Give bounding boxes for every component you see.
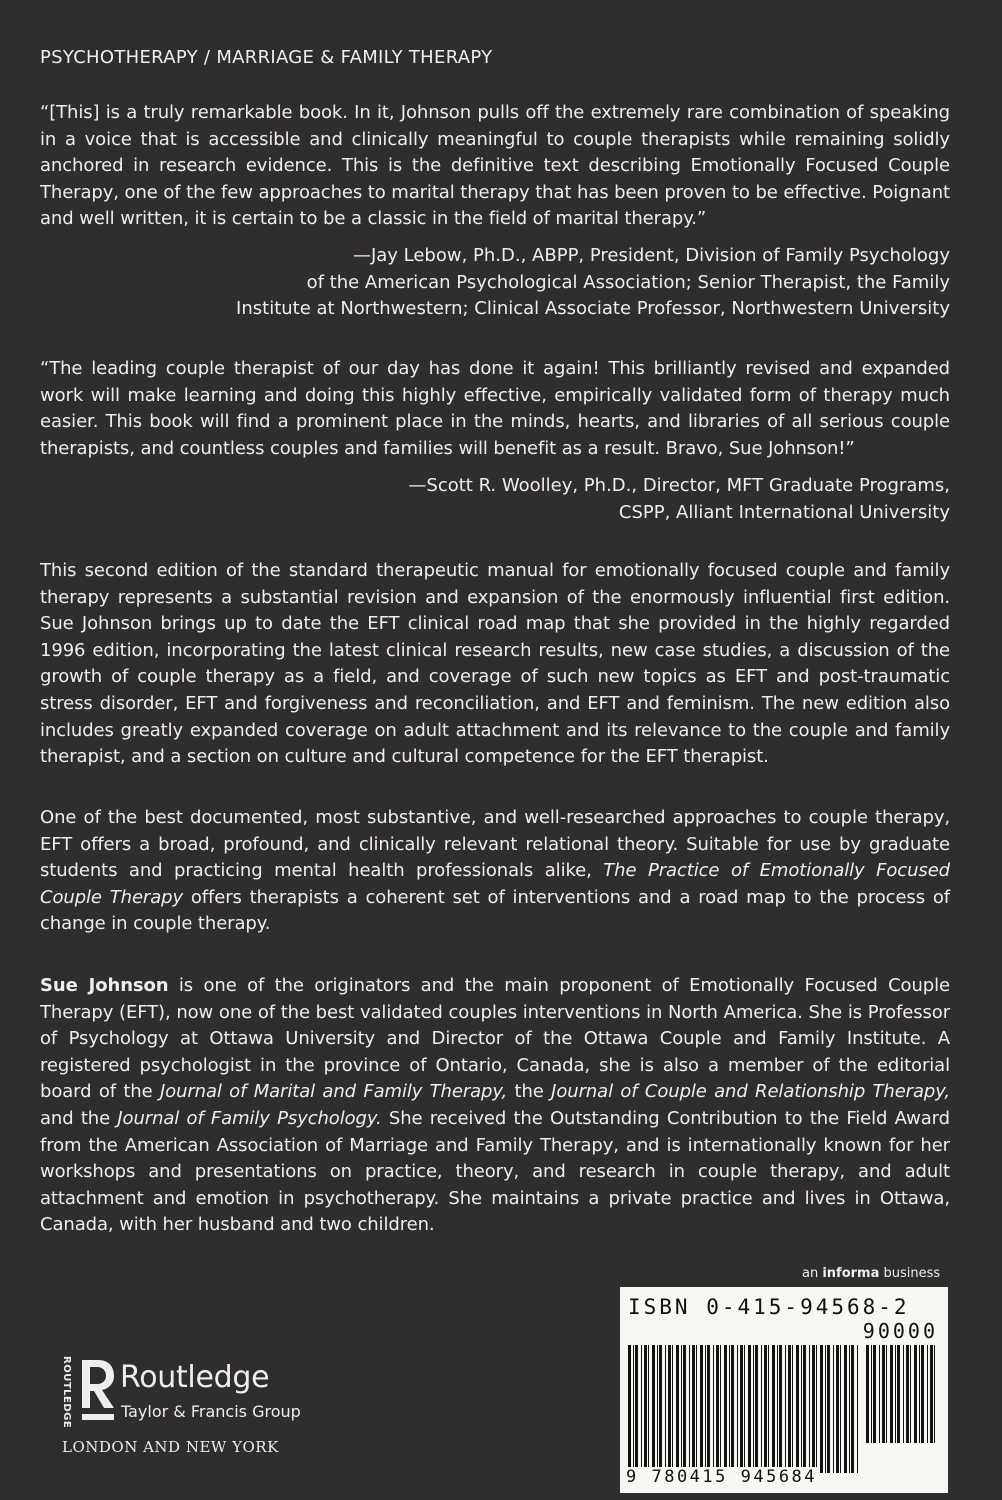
isbn-text: ISBN 0-415-94568-2: [628, 1295, 910, 1319]
barcode-bar: [713, 1345, 714, 1473]
attribution-line: —Jay Lebow, Ph.D., ABPP, President, Division of Family Psychology: [352, 245, 950, 266]
barcode-bar: [779, 1345, 782, 1473]
barcode-bar: [803, 1345, 806, 1473]
price-code: 90000: [862, 1319, 938, 1343]
barcode-bar: [809, 1345, 810, 1473]
barcode-bar: [777, 1345, 778, 1473]
barcode-bar: [648, 1345, 649, 1473]
publisher-group: Taylor & Francis Group: [121, 1402, 301, 1421]
barcode-bar: [895, 1345, 896, 1443]
barcode-panel: [620, 1287, 948, 1493]
barcode-bar: [930, 1345, 933, 1443]
barcode-bar: [873, 1345, 876, 1443]
barcode-bar: [665, 1345, 666, 1473]
barcode-bar: [659, 1345, 662, 1473]
barcode-bar: [748, 1345, 751, 1473]
barcode-bar: [796, 1345, 799, 1473]
barcode-bar: [764, 1345, 767, 1473]
summary-text: One of the best documented, most substantive, and well-researched approaches to couple therapy, EFT offers a broad, profound, and clinically relevant relational theory. Suitable for use by graduate students and practicing mental health professionals alike,: [40, 807, 950, 882]
barcode-bar: [827, 1345, 830, 1473]
barcode-bar: [844, 1345, 847, 1473]
journal-title: Journal of Couple and Relationship Therapy,: [551, 1081, 951, 1103]
attribution-line: Institute at Northwestern; Clinical Associate Professor, Northwestern University: [236, 298, 950, 320]
barcode-bar: [866, 1345, 869, 1443]
routledge-vertical-mark: ROUTLEDGE: [61, 1356, 72, 1429]
barcode-bar: [657, 1345, 658, 1473]
barcode-bar: [927, 1345, 928, 1443]
bio-text: the: [507, 1081, 552, 1103]
barcode-bar: [801, 1345, 802, 1473]
barcode-bar: [785, 1345, 786, 1473]
barcode-bar: [903, 1345, 904, 1443]
attribution-line: of the American Psychological Association; Senior Therapist, the Family: [306, 271, 950, 293]
barcode-bar: [737, 1345, 738, 1473]
ean-number: 9 780415 945684: [626, 1467, 818, 1487]
publisher-cities: LONDON AND NEW YORK: [62, 1438, 279, 1456]
journal-title: Journal of Family Psychology.: [117, 1107, 382, 1129]
publisher-logo: [58, 1356, 358, 1466]
barcode-bar: [833, 1345, 834, 1473]
barcode-bar: [731, 1345, 734, 1473]
barcode-bar: [836, 1345, 839, 1473]
routledge-r-icon: [78, 1358, 116, 1430]
quote-1: “[This] is a truly remarkable book. In it, Johnson pulls off the extremely rare combination of speaking in a voice that is accessible and clinically meaningful to couple therapists while remaining solidly anchored in research evidence. This is the definitive text describing Emotionally Focused Couple Therapy, one of the few approaches to marital therapy that has been proven to be effective. Poignant and well written, it is certain to be a classic in the field of marital therapy.”: [40, 102, 950, 230]
barcode-bar: [906, 1345, 909, 1443]
barcode-bar: [720, 1345, 721, 1473]
barcode-bar: [921, 1345, 924, 1443]
quote-1-attribution: [150, 243, 950, 323]
barcode-bar: [934, 1345, 935, 1443]
barcode-bar: [705, 1345, 706, 1473]
attribution-line: —Scott R. Woolley, Ph.D., Director, MFT Graduate Programs,: [408, 475, 950, 496]
barcode-bar: [886, 1345, 887, 1443]
barcode-bar: [652, 1345, 655, 1473]
bio-text: and the: [40, 1107, 118, 1129]
publisher-name: Routledge: [120, 1360, 270, 1395]
barcode-bar: [897, 1345, 900, 1443]
quote-2-attribution: [150, 473, 950, 526]
barcode-bar: [716, 1345, 719, 1473]
attribution-line: CSPP, Alliant International University: [618, 501, 950, 523]
author-bio: [40, 973, 950, 1239]
barcode-bar: [772, 1345, 775, 1473]
bio-text: She received the Outstanding Contribution to the Field Award from the American Association of Marriage and Family Therapy, and is internationally known for her workshops and presentations on practice, theory, and research in couple therapy, and adult attachment and emotion in psychotherapy. She maintains a private practice and lives in Ottawa, Canada, with her husband and two children.: [40, 1107, 950, 1236]
book-description: This second edition of the standard therapeutic manual for emotionally focused couple and family therapy represents a substantial revision and expansion of the enormously influential first edition. Sue Johnson brings up to date the EFT clinical road map that she provided in the highly regarded 1996 edition, incorporating the latest clinical research results, new case studies, a discussion of the growth of couple therapy as a field, and coverage of such new topics as EFT and post-traumatic stress disorder, EFT and forgiveness and reconciliation, and EFT and feminism. The new edition also includes greatly expanded coverage on adult attachment and its relevance to the couple and family therapist, and a section on culture and cultural competence for the EFT therapist.: [40, 560, 950, 768]
barcode-bar: [672, 1345, 673, 1473]
barcode-bar: [871, 1345, 872, 1443]
journal-title: Journal of Marital and Family Therapy,: [159, 1081, 508, 1103]
barcode-bar: [788, 1345, 791, 1473]
barcode-bar: [882, 1345, 885, 1443]
addon-barcode-bars: [866, 1345, 938, 1443]
barcode-bar: [628, 1345, 631, 1473]
barcode-bar: [851, 1345, 854, 1473]
barcode-bar: [755, 1345, 758, 1473]
summary-text: offers therapists a coherent set of interventions and a road map to the process of change in couple therapy.: [40, 886, 950, 935]
barcode-bar: [857, 1345, 858, 1473]
barcode-bar: [740, 1345, 743, 1473]
ean-barcode-bars: [628, 1345, 860, 1473]
barcode-bar: [753, 1345, 754, 1473]
bio-text: is one of the originators and the main proponent of Emotionally Focused Couple Therapy (EFT), now one of the best validated couples interventions in North America. She is Professor of Psychology at Ottawa University and Director of the Ottawa Couple and Family Institute. A registered psychologist in the province of Ontario, Canada, she is also a member of the editorial board of the: [40, 975, 950, 1103]
barcode-bar: [820, 1345, 823, 1473]
barcode-bar: [635, 1345, 638, 1473]
barcode-bar: [816, 1345, 817, 1473]
barcode-bar: [849, 1345, 850, 1473]
barcode-bar: [724, 1345, 727, 1473]
informa-business-label: an informa business: [802, 1266, 941, 1281]
barcode-bar: [641, 1345, 642, 1473]
barcode-bar: [761, 1345, 762, 1473]
barcode-bar: [676, 1345, 679, 1473]
quote-2: “The leading couple therapist of our day has done it again! This brilliantly revised and expanded work will make learning and doing this highly effective, empirically validated form of therapy much easier. This book will find a prominent place in the minds, hearts, and libraries of all serious couple therapists, and countless couples and families will benefit as a result. Bravo, Sue Johnson!”: [40, 358, 950, 459]
barcode-bar: [689, 1345, 690, 1473]
barcode-bar: [729, 1345, 730, 1473]
barcode-bar: [910, 1345, 911, 1443]
barcode-bar: [792, 1345, 793, 1473]
barcode-bar: [696, 1345, 697, 1473]
author-name: Sue Johnson: [40, 975, 169, 996]
barcode-bar: [919, 1345, 920, 1443]
barcode-bar: [840, 1345, 841, 1473]
barcode-bar: [644, 1345, 647, 1473]
barcode-bar: [812, 1345, 815, 1473]
book-title: The Practice of Emotionally Focused Couple Therapy: [40, 860, 950, 908]
barcode-bar: [879, 1345, 880, 1443]
barcode-bar: [890, 1345, 893, 1443]
barcode-bar: [914, 1345, 917, 1443]
barcode-bar: [681, 1345, 682, 1473]
book-summary: [40, 805, 950, 938]
barcode-bar: [692, 1345, 695, 1473]
barcode-bar: [668, 1345, 671, 1473]
barcode-bar: [633, 1345, 634, 1473]
category-label: PSYCHOTHERAPY / MARRIAGE & FAMILY THERAPY: [40, 47, 493, 68]
barcode-bar: [700, 1345, 703, 1473]
barcode-bar: [768, 1345, 769, 1473]
barcode-bar: [744, 1345, 745, 1473]
barcode-bar: [825, 1345, 826, 1473]
barcode-bar: [683, 1345, 686, 1473]
barcode-bar: [707, 1345, 710, 1473]
informa-brand: informa: [822, 1266, 880, 1281]
